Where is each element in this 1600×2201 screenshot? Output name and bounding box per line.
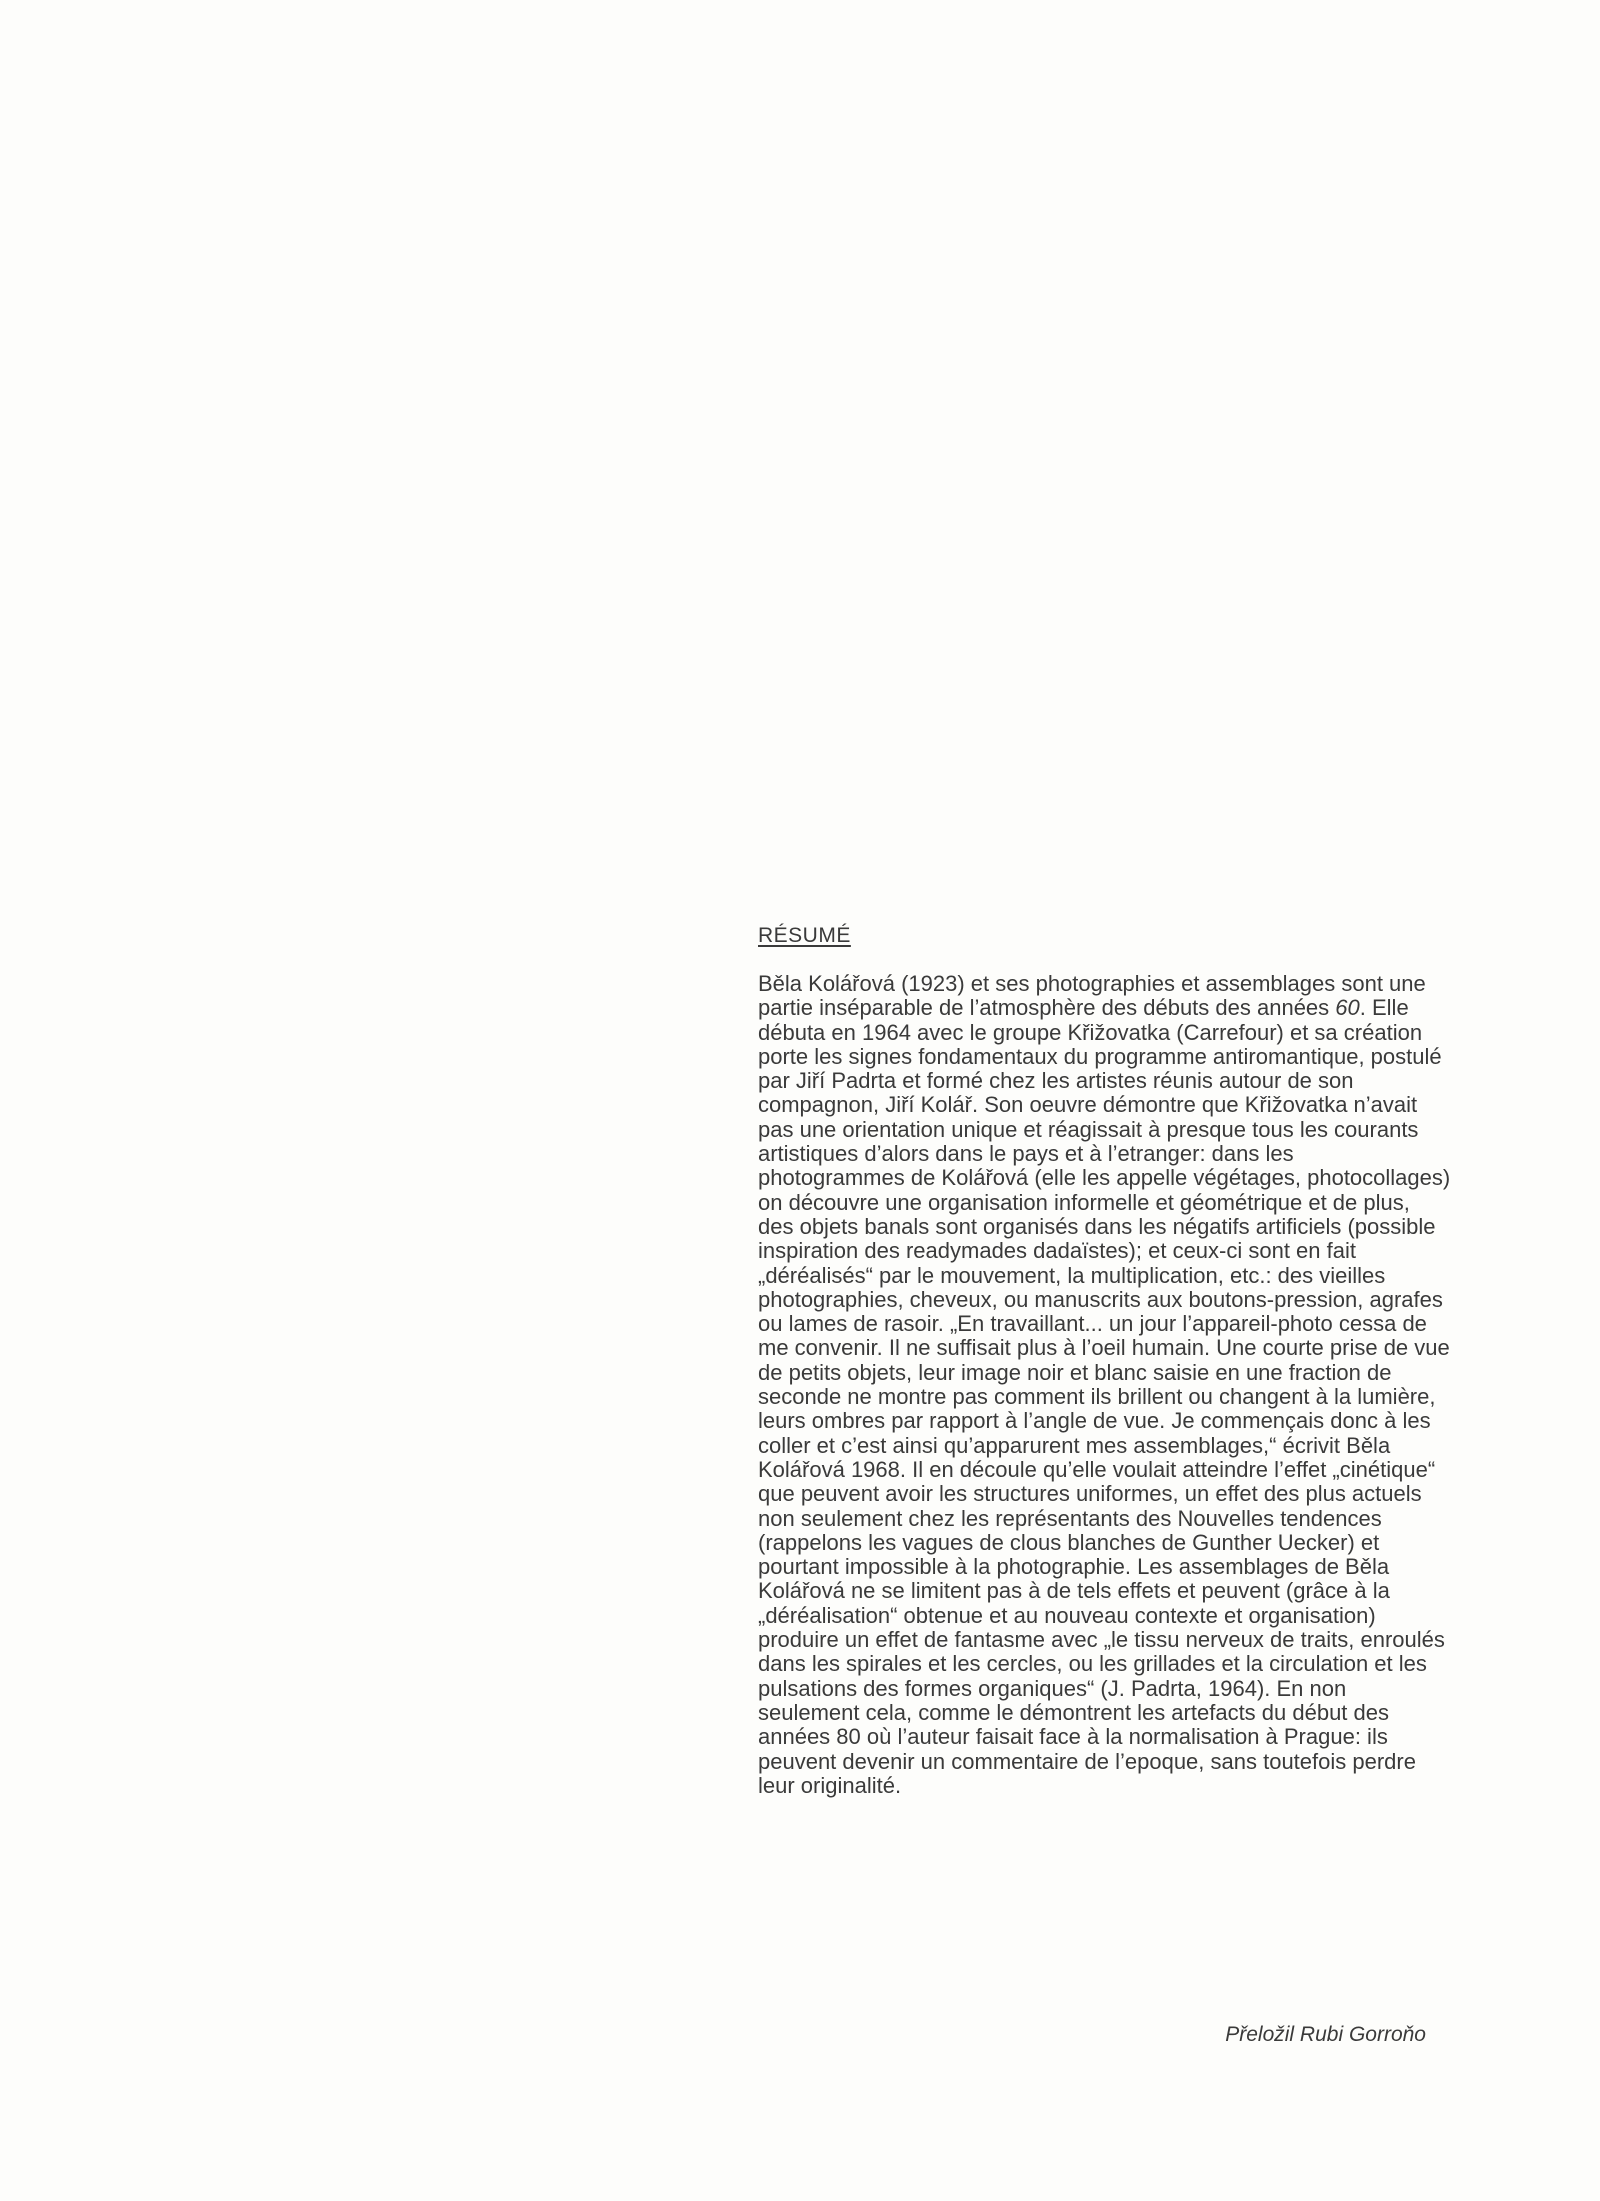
translator-credit: Přeložil Rubi Gorroňo: [1225, 2023, 1426, 2046]
resume-paragraph: [758, 972, 1478, 1798]
section-heading: RÉSUMÉ: [758, 924, 851, 947]
resume-text-italic: 60: [1335, 995, 1360, 1021]
resume-text-part-1: Běla Kolářová (1923) et ses photographies et assemblages sont une partie inséparable de l’atmosphère des débuts des années: [758, 971, 1426, 1021]
resume-text-part-2: . Elle débuta en 1964 avec le groupe Křižovatka (Carrefour) et sa création porte les signes fondamentaux du programme antiromantique, postulé par Jiří Padrta et formé chez les artistes réunis autour de son compagnon, Jiří Kolář. Son oeuvre démontre que Křižovatka n’avait pas une orientation unique et réagissait à presque tous les courants artistiques d’alors dans le pays et à l’etranger: dans les photogrammes de Kolářová (elle les appelle végétages, photocollages) on découvre une organisation informelle et géométrique et de plus, des objets banals sont organisés dans les négatifs artificiels (possible inspiration des readymades dadaïstes); et ceux-ci sont en fait „déréalisés“ par le mouvement, la multiplication, etc.: des vieilles photographies, cheveux, ou manuscrits aux boutons-pression, agrafes ou lames de rasoir. „En travaillant... un jour l’appareil-photo cessa de me convenir. Il ne suffisait plus à l’oeil humain. Une courte prise de vue de petits objets, leur image noir et blanc saisie en une fraction de seconde ne montre pas comment ils brillent ou changent à la lumière, leurs ombres par rapport à l’angle de vue. Je commençais donc à les coller et c’est ainsi qu’apparurent mes assemblages,“ écrivit Běla Kolářová 1968. Il en découle qu’elle voulait atteindre l’effet „cinétique“ que peuvent avoir les structures uniformes, un effet des plus actuels non seulement chez les représentants des Nouvelles tendences (rappelons les vagues de clous blanches de Gunther Uecker) et pourtant impossible à la photographie. Les assemblages de Běla Kolářová ne se limitent pas à de tels effets et peuvent (grâce à la „déréalisation“ obtenue et au nouveau contexte et organisation) produire un effet de fantasme avec „le tissu nerveux de traits, enroulés dans les spirales et les cercles, ou les grillades et la circulation et les pulsations des formes organiques“ (J. Padrta, 1964). En non seulement cela, comme le démontrent les artefacts du début des années 80 où l’auteur faisait face à la normalisation à Prague: ils peuvent devenir un commentaire de l’epoque, sans toutefois perdre leur originalité.: [758, 995, 1451, 1798]
